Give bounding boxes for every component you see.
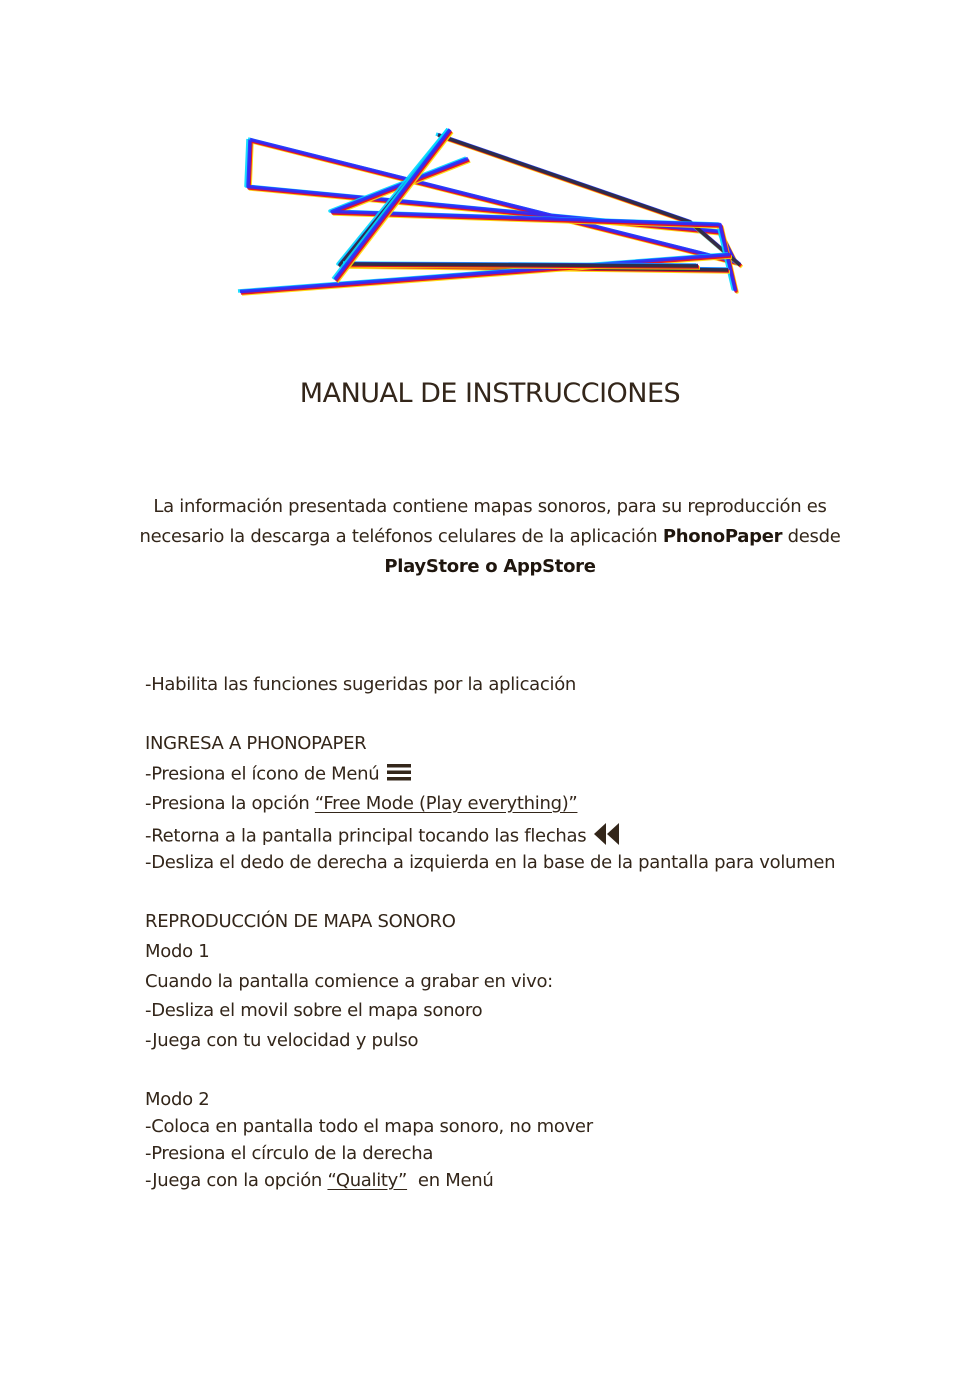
mode-1-line: Cuando la pantalla comience a grabar en vivo: [145,971,553,992]
menu-icon [387,763,411,786]
logo-stroke [240,255,730,292]
step-text: -Juega con la opción [145,1170,328,1191]
mode-2-line [145,1170,493,1191]
mode-1-label: Modo 1 [145,941,210,962]
rewind-icon [594,823,620,850]
step-enable: -Habilita las funciones sugeridas por la aplicación [145,674,577,695]
intro-line-1: La información presentada contiene mapas sonoros, para su reproducción es [153,496,827,517]
step-volume: -Desliza el dedo de derecha a izquierda en la base de la pantalla para volumen [145,852,836,873]
quality-option: “Quality” [327,1170,408,1191]
mode-1-line: -Juega con tu velocidad y pulso [145,1030,419,1051]
step-text: -Presiona el ícono de Menú [145,763,380,785]
step-menu [145,763,411,786]
step-text: -Presiona la opción [145,793,315,814]
section-heading-ingresa: INGRESA A PHONOPAPER [145,733,367,754]
store-names: PlayStore o AppStore [384,556,596,577]
mode-2-line: -Presiona el círculo de la derecha [145,1143,434,1164]
section-heading-reproduccion: REPRODUCCIÓN DE MAPA SONORO [145,911,456,932]
logo-stroke [248,140,735,262]
step-free-mode [145,793,577,814]
mode-2-line: -Coloca en pantalla todo el mapa sonoro, no mover [145,1116,593,1137]
logo-scribble [0,0,980,320]
step-text: -Retorna a la pantalla principal tocando las flechas [145,825,587,847]
mode-1-line: -Desliza el movil sobre el mapa sonoro [145,1000,483,1021]
logo-stroke [345,264,698,266]
step-text: en Menú [407,1170,494,1191]
app-name: PhonoPaper [662,526,783,547]
free-mode-option: “Free Mode (Play everything)” [314,793,578,814]
step-return [145,823,620,850]
intro-line-2 [0,526,980,547]
intro-text: desde [782,526,841,547]
page-title: MANUAL DE INSTRUCCIONES [299,378,681,409]
mode-2-label: Modo 2 [145,1089,210,1110]
intro-text: necesario la descarga a teléfonos celulares de la aplicación [139,526,663,547]
